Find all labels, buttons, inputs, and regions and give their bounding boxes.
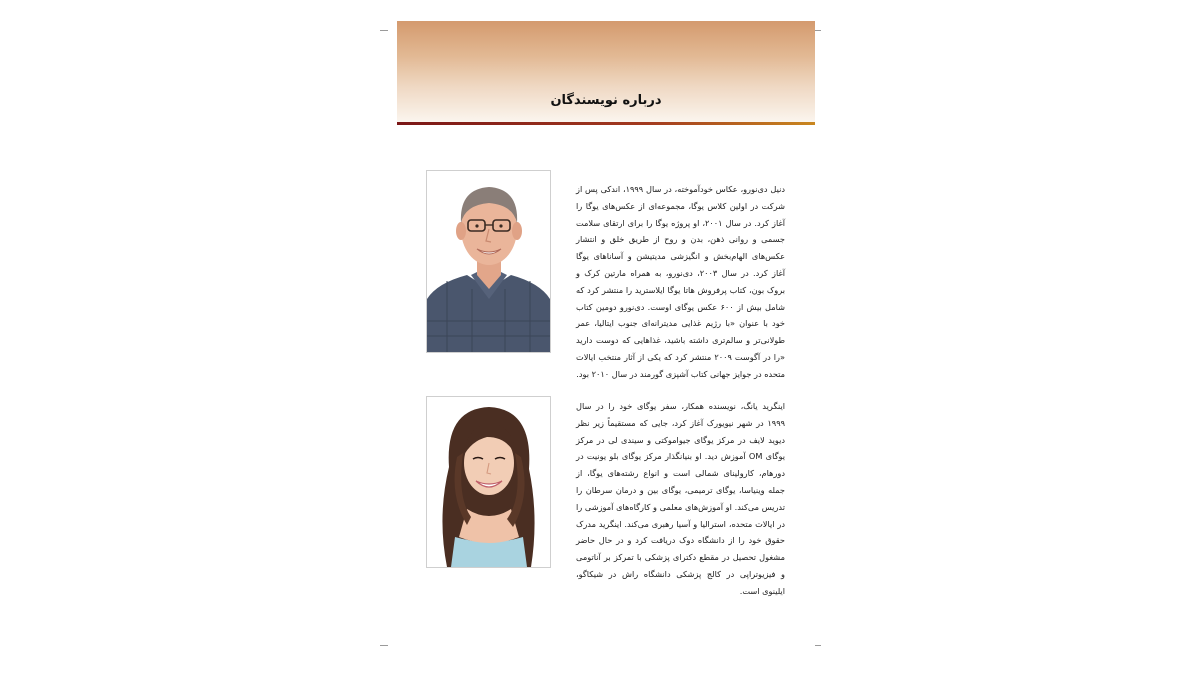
crop-mark-bottom-left: [380, 645, 388, 646]
header-divider: [397, 122, 815, 125]
crop-mark-top-left: [380, 30, 388, 31]
author-1-bio: دنیل دی‌نورو، عکاس خودآموخته، در سال ۱۹۹۹، اندکی پس از شرکت در اولین کلاس یوگا، مجموعه‌ای از عکس‌های یوگا را آغاز کرد. در سال ۲۰۰۱، او پروژه یوگا را برای ارتقای سلامت جسمی و روانی ذهن، بدن و روح از طریق خلق و انتشار عکس‌های الهام‌بخش و انگیزشی مدیتیشن و آسانا‌های یوگا آغاز کرد. در سال ۲۰۰۳، دی‌نورو، به همراه مارتین کرک و بروک بون، کتاب پرفروش هاتا یوگا ایلاسترید را منتشر کرد که شامل بیش از ۶۰۰ عکس یوگای اوست. دی‌نورو دومین کتاب خود با عنوان «با رژیم غذایی مدیترانه‌ای جنوب ایتالیا، عمر طولانی‌تر و سالم‌تری داشته باشید، غذاهایی که دوست دارید «را در آگوست ۲۰۰۹ منتشر کرد که یکی از آثار منتخب ایالات متحده در جوایز جهانی کتاب آشپزی گورمند در سال ۲۰۱۰ بود.: [576, 184, 786, 379]
author-1-photo: [426, 170, 551, 353]
page-title: درباره نویسندگان: [550, 93, 662, 108]
document-page: [397, 21, 815, 651]
author-2-bio: اینگرید یانگ، نویسنده همکار، سفر یوگای خود را در سال ۱۹۹۹ در شهر نیویورک آغاز کرد، جایی که مستقیماً زیر نظر دیوید لایف در مرکز یوگای جیواموکتی و سیندی لی در مرکز یوگای OM آموزش دید. او بنیانگذار مرکز یوگای بلو یونیت در دورهام، کارولینای شمالی است و انواع رشته‌های یوگا، از جمله وینیاسا، یوگای ترمیمی، یوگای بین و درمان سرطان را تدریس می‌کند. او آموزش‌های معلمی و کارگاه‌های آموزشی را در ایالات متحده، استرالیا و آسیا رهبری می‌کند. اینگرید مدرک حقوق خود را از دانشگاه دوک دریافت کرد و در حال حاضر مشغول تحصیل در مقطع دکترای پزشکی با تمرکز بر آناتومی و فیزیوتراپی در کالج پزشکی دانشگاه راش در شیکاگو، ایلینوی است.: [576, 401, 785, 596]
man-portrait-icon: [427, 171, 550, 352]
woman-portrait-icon: [427, 397, 550, 567]
author-2-photo: [426, 396, 551, 568]
